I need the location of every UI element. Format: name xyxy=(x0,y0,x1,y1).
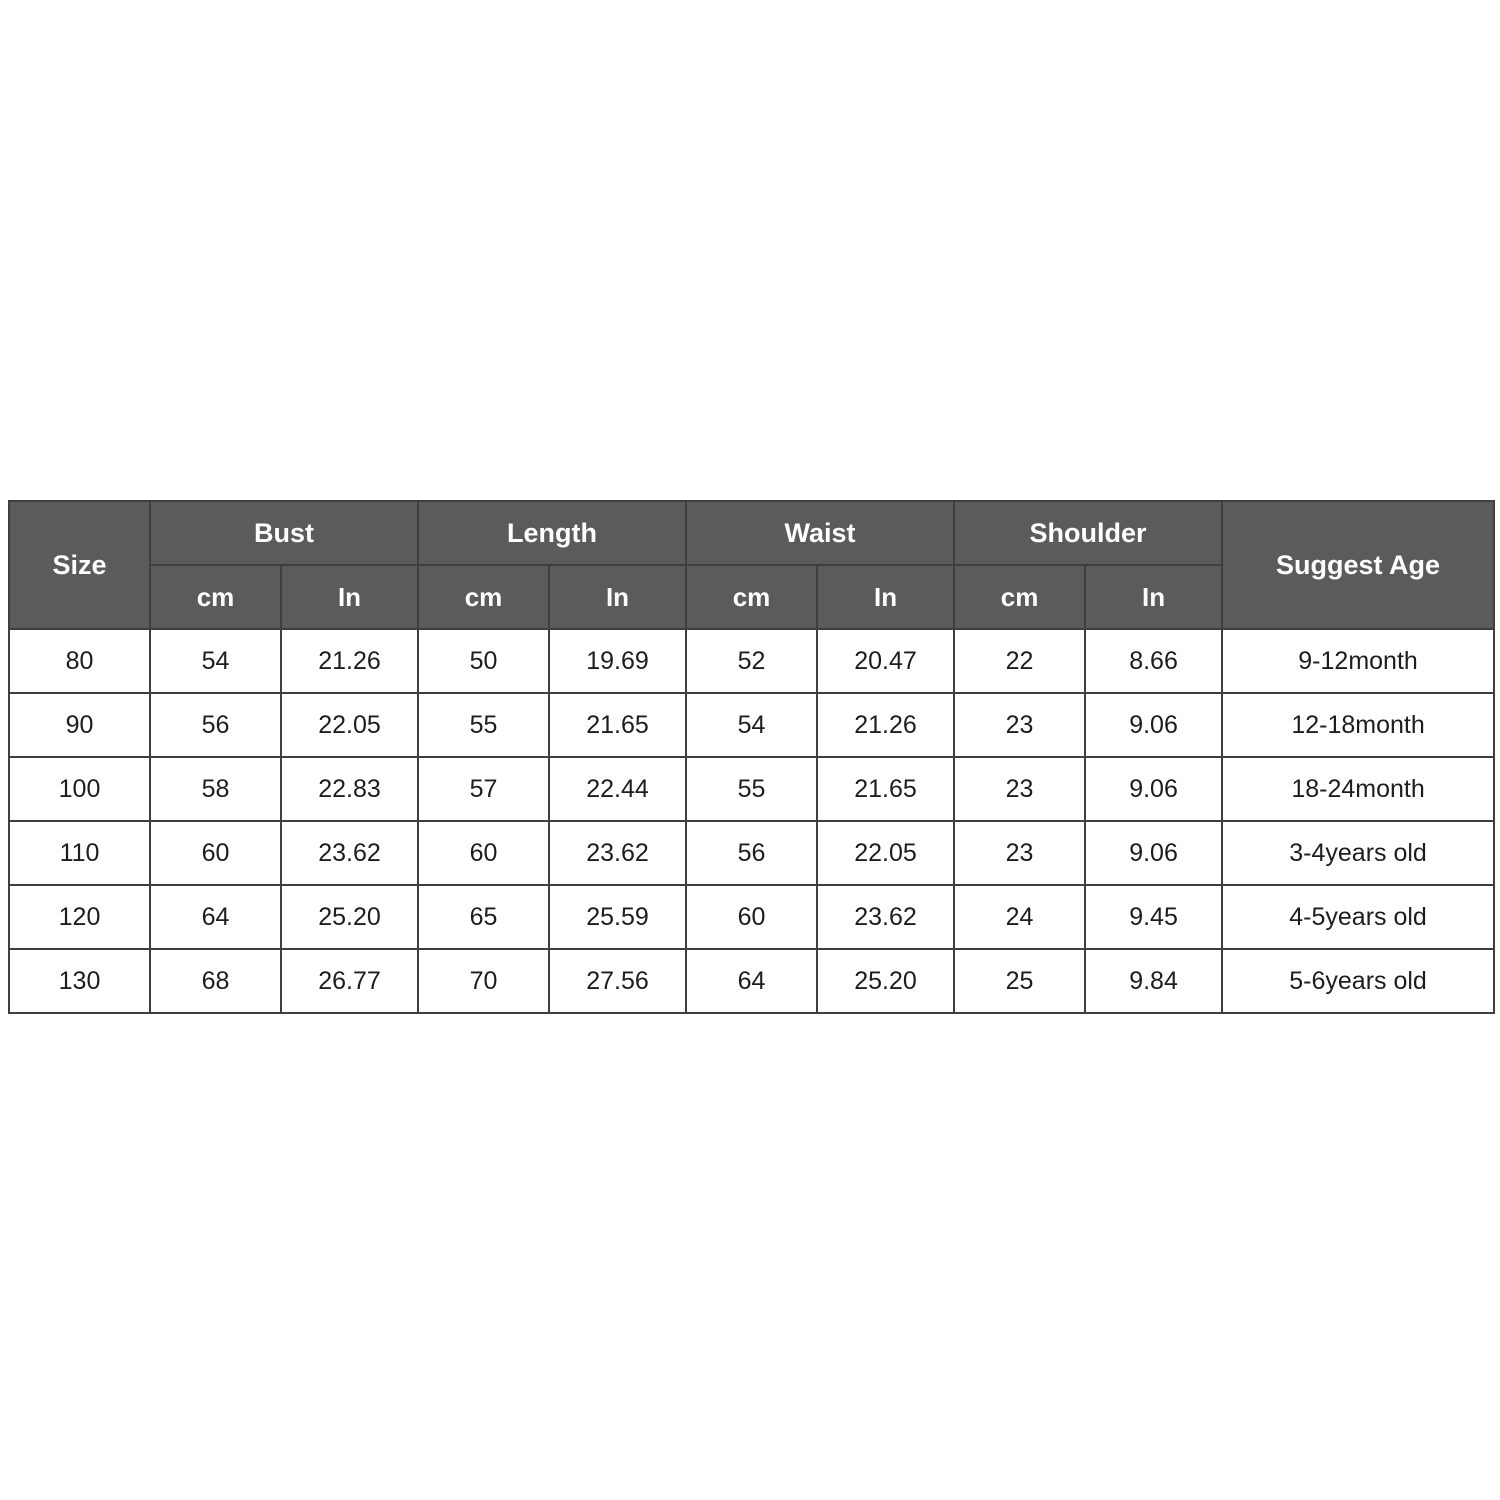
cell-suggest-age: 12-18month xyxy=(1222,693,1494,757)
header-size: Size xyxy=(9,501,150,629)
cell-bust-cm: 68 xyxy=(150,949,281,1013)
cell-suggest-age: 4-5years old xyxy=(1222,885,1494,949)
cell-waist-cm: 64 xyxy=(686,949,817,1013)
cell-waist-in: 25.20 xyxy=(817,949,954,1013)
cell-shoulder-cm: 22 xyxy=(954,629,1085,693)
table-row xyxy=(9,757,1494,821)
cell-shoulder-in: 9.06 xyxy=(1085,821,1222,885)
cell-length-in: 19.69 xyxy=(549,629,686,693)
header-length-in: In xyxy=(549,565,686,629)
cell-length-cm: 57 xyxy=(418,757,549,821)
cell-suggest-age: 18-24month xyxy=(1222,757,1494,821)
table-row xyxy=(9,949,1494,1013)
cell-shoulder-in: 8.66 xyxy=(1085,629,1222,693)
cell-shoulder-cm: 25 xyxy=(954,949,1085,1013)
cell-size: 120 xyxy=(9,885,150,949)
cell-length-cm: 70 xyxy=(418,949,549,1013)
cell-length-in: 22.44 xyxy=(549,757,686,821)
cell-size: 100 xyxy=(9,757,150,821)
header-waist-in: In xyxy=(817,565,954,629)
cell-length-in: 21.65 xyxy=(549,693,686,757)
cell-length-cm: 55 xyxy=(418,693,549,757)
header-shoulder-cm: cm xyxy=(954,565,1085,629)
cell-shoulder-in: 9.84 xyxy=(1085,949,1222,1013)
cell-shoulder-in: 9.06 xyxy=(1085,757,1222,821)
cell-bust-cm: 64 xyxy=(150,885,281,949)
cell-bust-cm: 56 xyxy=(150,693,281,757)
cell-bust-cm: 60 xyxy=(150,821,281,885)
header-row-groups xyxy=(9,501,1494,565)
cell-waist-in: 21.26 xyxy=(817,693,954,757)
header-bust-cm: cm xyxy=(150,565,281,629)
cell-waist-cm: 55 xyxy=(686,757,817,821)
cell-bust-in: 26.77 xyxy=(281,949,418,1013)
cell-shoulder-cm: 23 xyxy=(954,757,1085,821)
header-shoulder: Shoulder xyxy=(954,501,1222,565)
table-row xyxy=(9,885,1494,949)
header-waist: Waist xyxy=(686,501,954,565)
cell-size: 90 xyxy=(9,693,150,757)
cell-bust-in: 23.62 xyxy=(281,821,418,885)
header-length: Length xyxy=(418,501,686,565)
cell-waist-cm: 60 xyxy=(686,885,817,949)
cell-length-in: 23.62 xyxy=(549,821,686,885)
table-body xyxy=(9,629,1494,1013)
cell-waist-in: 20.47 xyxy=(817,629,954,693)
cell-length-in: 27.56 xyxy=(549,949,686,1013)
table-header xyxy=(9,501,1494,629)
cell-shoulder-cm: 23 xyxy=(954,693,1085,757)
cell-shoulder-in: 9.45 xyxy=(1085,885,1222,949)
cell-bust-in: 22.05 xyxy=(281,693,418,757)
cell-length-cm: 65 xyxy=(418,885,549,949)
cell-waist-in: 23.62 xyxy=(817,885,954,949)
table-row xyxy=(9,693,1494,757)
cell-shoulder-cm: 24 xyxy=(954,885,1085,949)
cell-waist-cm: 54 xyxy=(686,693,817,757)
cell-bust-cm: 58 xyxy=(150,757,281,821)
header-shoulder-in: In xyxy=(1085,565,1222,629)
cell-bust-in: 25.20 xyxy=(281,885,418,949)
cell-length-cm: 60 xyxy=(418,821,549,885)
table-row xyxy=(9,629,1494,693)
size-chart-table xyxy=(8,500,1495,1014)
header-waist-cm: cm xyxy=(686,565,817,629)
cell-suggest-age: 5-6years old xyxy=(1222,949,1494,1013)
cell-bust-in: 22.83 xyxy=(281,757,418,821)
header-suggest-age: Suggest Age xyxy=(1222,501,1494,629)
cell-bust-cm: 54 xyxy=(150,629,281,693)
header-length-cm: cm xyxy=(418,565,549,629)
cell-size: 110 xyxy=(9,821,150,885)
cell-waist-cm: 52 xyxy=(686,629,817,693)
cell-bust-in: 21.26 xyxy=(281,629,418,693)
cell-suggest-age: 9-12month xyxy=(1222,629,1494,693)
cell-size: 130 xyxy=(9,949,150,1013)
cell-shoulder-cm: 23 xyxy=(954,821,1085,885)
cell-waist-in: 21.65 xyxy=(817,757,954,821)
table-row xyxy=(9,821,1494,885)
cell-suggest-age: 3-4years old xyxy=(1222,821,1494,885)
cell-waist-cm: 56 xyxy=(686,821,817,885)
cell-waist-in: 22.05 xyxy=(817,821,954,885)
header-bust-in: In xyxy=(281,565,418,629)
cell-length-cm: 50 xyxy=(418,629,549,693)
cell-size: 80 xyxy=(9,629,150,693)
cell-length-in: 25.59 xyxy=(549,885,686,949)
header-bust: Bust xyxy=(150,501,418,565)
cell-shoulder-in: 9.06 xyxy=(1085,693,1222,757)
size-chart-container xyxy=(8,500,1492,1014)
